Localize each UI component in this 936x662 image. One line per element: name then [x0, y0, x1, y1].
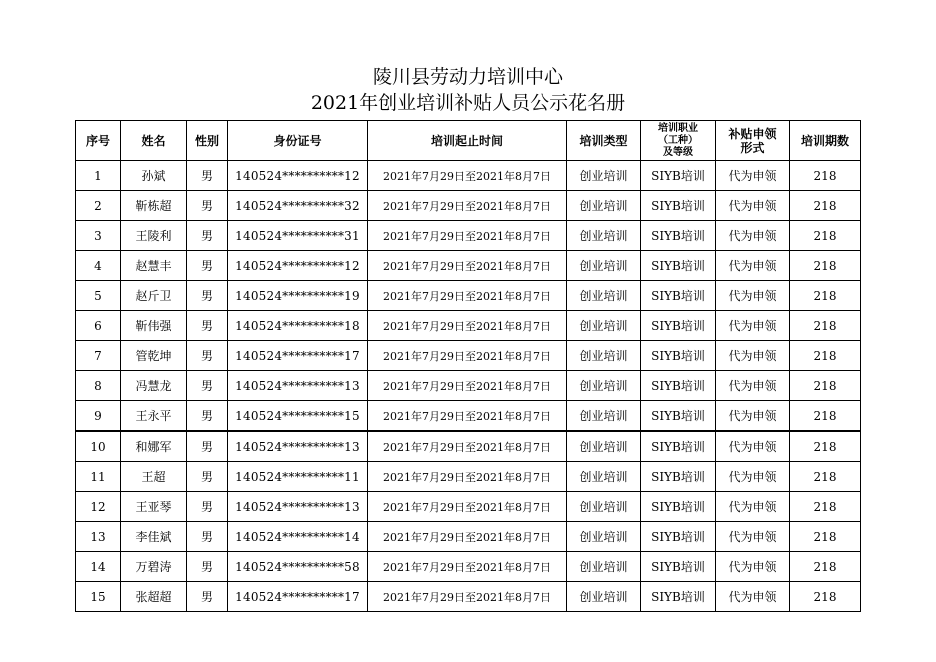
- cell-seq: 7: [76, 341, 121, 371]
- cell-gender: 男: [187, 221, 228, 251]
- cell-id: 140524**********19: [228, 281, 368, 311]
- cell-seq: 4: [76, 251, 121, 281]
- cell-name: 王陵利: [121, 221, 187, 251]
- cell-gender: 男: [187, 311, 228, 341]
- cell-id: 140524**********13: [228, 492, 368, 522]
- cell-gender: 男: [187, 552, 228, 582]
- cell-seq: 12: [76, 492, 121, 522]
- cell-gender: 男: [187, 431, 228, 462]
- table-row: [76, 371, 861, 401]
- cell-gender: 男: [187, 462, 228, 492]
- header-subsidy-line1: 补贴申领: [728, 126, 777, 141]
- cell-name: 王亚琴: [121, 492, 187, 522]
- header-subsidy: [716, 121, 790, 161]
- cell-subsidy: 代为申领: [716, 251, 790, 281]
- cell-occupation: SIYB培训: [641, 221, 716, 251]
- header-type: 培训类型: [567, 121, 641, 161]
- cell-period: 2021年7月29日至2021年8月7日: [368, 191, 567, 221]
- cell-type: 创业培训: [567, 552, 641, 582]
- table-row: [76, 311, 861, 341]
- cell-term: 218: [790, 582, 861, 612]
- cell-term: 218: [790, 251, 861, 281]
- table-row: [76, 582, 861, 612]
- header-occupation-line3: 及等级: [663, 146, 693, 158]
- cell-occupation: SIYB培训: [641, 371, 716, 401]
- cell-gender: 男: [187, 401, 228, 432]
- cell-occupation: SIYB培训: [641, 251, 716, 281]
- cell-id: 140524**********58: [228, 552, 368, 582]
- table-row: [76, 431, 861, 462]
- cell-gender: 男: [187, 371, 228, 401]
- table-row: [76, 341, 861, 371]
- cell-subsidy: 代为申领: [716, 191, 790, 221]
- cell-seq: 8: [76, 371, 121, 401]
- cell-term: 218: [790, 371, 861, 401]
- cell-type: 创业培训: [567, 492, 641, 522]
- cell-subsidy: 代为申领: [716, 371, 790, 401]
- cell-id: 140524**********11: [228, 462, 368, 492]
- cell-name: 赵慧丰: [121, 251, 187, 281]
- cell-name: 李佳斌: [121, 522, 187, 552]
- cell-term: 218: [790, 311, 861, 341]
- cell-seq: 5: [76, 281, 121, 311]
- cell-term: 218: [790, 221, 861, 251]
- cell-seq: 6: [76, 311, 121, 341]
- table-row: [76, 221, 861, 251]
- cell-seq: 11: [76, 462, 121, 492]
- cell-period: 2021年7月29日至2021年8月7日: [368, 311, 567, 341]
- cell-id: 140524**********31: [228, 221, 368, 251]
- cell-subsidy: 代为申领: [716, 341, 790, 371]
- cell-subsidy: 代为申领: [716, 401, 790, 432]
- cell-type: 创业培训: [567, 522, 641, 552]
- cell-type: 创业培训: [567, 281, 641, 311]
- cell-occupation: SIYB培训: [641, 582, 716, 612]
- cell-period: 2021年7月29日至2021年8月7日: [368, 431, 567, 462]
- cell-name: 万碧涛: [121, 552, 187, 582]
- cell-period: 2021年7月29日至2021年8月7日: [368, 281, 567, 311]
- table-row: [76, 401, 861, 432]
- cell-subsidy: 代为申领: [716, 161, 790, 191]
- cell-type: 创业培训: [567, 311, 641, 341]
- cell-type: 创业培训: [567, 161, 641, 191]
- cell-occupation: SIYB培训: [641, 492, 716, 522]
- table-row: [76, 462, 861, 492]
- cell-name: 王永平: [121, 401, 187, 432]
- cell-occupation: SIYB培训: [641, 552, 716, 582]
- cell-id: 140524**********32: [228, 191, 368, 221]
- cell-type: 创业培训: [567, 221, 641, 251]
- cell-id: 140524**********15: [228, 401, 368, 432]
- cell-period: 2021年7月29日至2021年8月7日: [368, 582, 567, 612]
- cell-gender: 男: [187, 251, 228, 281]
- cell-subsidy: 代为申领: [716, 462, 790, 492]
- cell-name: 和娜军: [121, 431, 187, 462]
- header-id: 身份证号: [228, 121, 368, 161]
- cell-period: 2021年7月29日至2021年8月7日: [368, 552, 567, 582]
- page-title-roster: 2021年创业培训补贴人员公示花名册: [310, 92, 626, 114]
- cell-subsidy: 代为申领: [716, 221, 790, 251]
- cell-gender: 男: [187, 191, 228, 221]
- cell-term: 218: [790, 281, 861, 311]
- cell-term: 218: [790, 431, 861, 462]
- cell-occupation: SIYB培训: [641, 522, 716, 552]
- cell-occupation: SIYB培训: [641, 431, 716, 462]
- table-row: [76, 251, 861, 281]
- cell-period: 2021年7月29日至2021年8月7日: [368, 522, 567, 552]
- cell-id: 140524**********13: [228, 371, 368, 401]
- table-row: [76, 492, 861, 522]
- cell-occupation: SIYB培训: [641, 401, 716, 432]
- cell-name: 靳伟强: [121, 311, 187, 341]
- cell-period: 2021年7月29日至2021年8月7日: [368, 221, 567, 251]
- header-occupation-line1: 培训职业: [658, 122, 698, 134]
- table-row: [76, 161, 861, 191]
- header-seq: 序号: [76, 121, 121, 161]
- cell-seq: 15: [76, 582, 121, 612]
- cell-id: 140524**********17: [228, 341, 368, 371]
- cell-period: 2021年7月29日至2021年8月7日: [368, 161, 567, 191]
- cell-seq: 10: [76, 431, 121, 462]
- cell-period: 2021年7月29日至2021年8月7日: [368, 462, 567, 492]
- cell-type: 创业培训: [567, 251, 641, 281]
- cell-name: 孙斌: [121, 161, 187, 191]
- cell-id: 140524**********17: [228, 582, 368, 612]
- cell-type: 创业培训: [567, 462, 641, 492]
- header-name: 姓名: [121, 121, 187, 161]
- cell-gender: 男: [187, 492, 228, 522]
- cell-period: 2021年7月29日至2021年8月7日: [368, 371, 567, 401]
- cell-type: 创业培训: [567, 401, 641, 432]
- cell-gender: 男: [187, 161, 228, 191]
- header-occupation: [641, 121, 716, 161]
- cell-id: 140524**********12: [228, 251, 368, 281]
- cell-subsidy: 代为申领: [716, 431, 790, 462]
- cell-term: 218: [790, 401, 861, 432]
- cell-term: 218: [790, 191, 861, 221]
- cell-subsidy: 代为申领: [716, 492, 790, 522]
- cell-subsidy: 代为申领: [716, 522, 790, 552]
- cell-name: 冯慧龙: [121, 371, 187, 401]
- cell-seq: 3: [76, 221, 121, 251]
- cell-type: 创业培训: [567, 371, 641, 401]
- cell-type: 创业培训: [567, 582, 641, 612]
- cell-period: 2021年7月29日至2021年8月7日: [368, 492, 567, 522]
- cell-term: 218: [790, 522, 861, 552]
- cell-seq: 13: [76, 522, 121, 552]
- cell-term: 218: [790, 341, 861, 371]
- cell-subsidy: 代为申领: [716, 552, 790, 582]
- cell-type: 创业培训: [567, 341, 641, 371]
- header-subsidy-line2: 形式: [740, 140, 765, 155]
- table-row: [76, 552, 861, 582]
- cell-name: 王超: [121, 462, 187, 492]
- cell-occupation: SIYB培训: [641, 161, 716, 191]
- cell-occupation: SIYB培训: [641, 281, 716, 311]
- cell-id: 140524**********14: [228, 522, 368, 552]
- cell-id: 140524**********12: [228, 161, 368, 191]
- header-gender: 性别: [187, 121, 228, 161]
- cell-id: 140524**********18: [228, 311, 368, 341]
- header-term: 培训期数: [790, 121, 861, 161]
- cell-occupation: SIYB培训: [641, 191, 716, 221]
- cell-occupation: SIYB培训: [641, 341, 716, 371]
- cell-term: 218: [790, 492, 861, 522]
- cell-type: 创业培训: [567, 431, 641, 462]
- cell-name: 赵斤卫: [121, 281, 187, 311]
- cell-gender: 男: [187, 582, 228, 612]
- cell-occupation: SIYB培训: [641, 462, 716, 492]
- cell-term: 218: [790, 161, 861, 191]
- cell-name: 张超超: [121, 582, 187, 612]
- cell-gender: 男: [187, 281, 228, 311]
- cell-gender: 男: [187, 341, 228, 371]
- roster-table: [75, 120, 861, 612]
- table-row: [76, 191, 861, 221]
- page-title-organization: 陵川县劳动力培训中心: [372, 66, 563, 88]
- cell-id: 140524**********13: [228, 431, 368, 462]
- header-occupation-line2: （工种）: [658, 134, 698, 146]
- cell-term: 218: [790, 462, 861, 492]
- cell-period: 2021年7月29日至2021年8月7日: [368, 341, 567, 371]
- cell-seq: 1: [76, 161, 121, 191]
- cell-seq: 2: [76, 191, 121, 221]
- cell-subsidy: 代为申领: [716, 311, 790, 341]
- cell-period: 2021年7月29日至2021年8月7日: [368, 401, 567, 432]
- table-header-row: [76, 121, 861, 161]
- table-row: [76, 281, 861, 311]
- cell-subsidy: 代为申领: [716, 281, 790, 311]
- table-row: [76, 522, 861, 552]
- cell-gender: 男: [187, 522, 228, 552]
- cell-subsidy: 代为申领: [716, 582, 790, 612]
- cell-name: 管乾坤: [121, 341, 187, 371]
- cell-period: 2021年7月29日至2021年8月7日: [368, 251, 567, 281]
- cell-term: 218: [790, 552, 861, 582]
- cell-name: 靳栋超: [121, 191, 187, 221]
- cell-seq: 14: [76, 552, 121, 582]
- cell-seq: 9: [76, 401, 121, 432]
- cell-type: 创业培训: [567, 191, 641, 221]
- cell-occupation: SIYB培训: [641, 311, 716, 341]
- header-period: 培训起止时间: [368, 121, 567, 161]
